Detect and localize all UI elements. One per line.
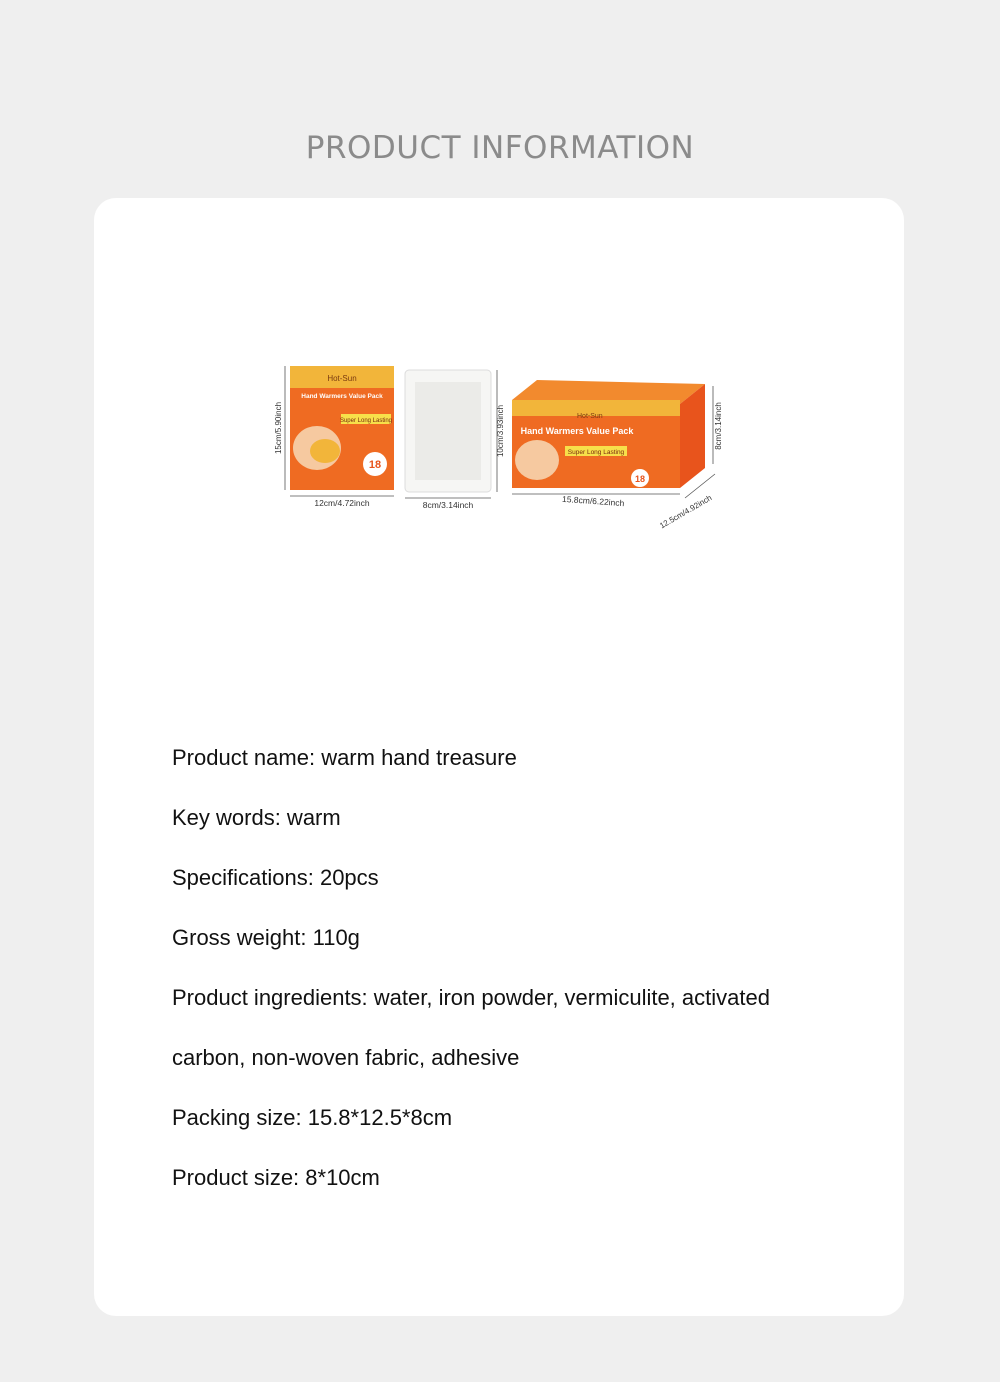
svg-text:15cm/5.90inch: 15cm/5.90inch xyxy=(274,401,283,455)
spec-ingredients-continued: carbon, non-woven fabric, adhesive xyxy=(172,1045,520,1070)
product-info-card xyxy=(94,198,904,1316)
svg-text:Hand Warmers Value Pack: Hand Warmers Value Pack xyxy=(520,426,634,436)
svg-text:8cm/3.14inch: 8cm/3.14inch xyxy=(714,402,723,450)
spec-gross-weight: Gross weight: 110g xyxy=(172,925,360,950)
box-image xyxy=(512,380,723,530)
page-title: PRODUCT INFORMATION xyxy=(305,130,695,166)
spec-specifications: Specifications: 20pcs xyxy=(172,865,379,890)
svg-text:Super Long Lasting: Super Long Lasting xyxy=(339,418,393,424)
svg-text:15.8cm/6.22inch: 15.8cm/6.22inch xyxy=(561,493,625,509)
svg-text:Hot-Sun: Hot-Sun xyxy=(327,374,357,383)
spec-product-name: Product name: warm hand treasure xyxy=(172,745,517,770)
spec-packing-size: Packing size: 15.8*12.5*8cm xyxy=(172,1105,453,1130)
svg-text:12.5cm/4.92inch: 12.5cm/4.92inch xyxy=(658,493,714,531)
svg-text:Hot-Sun: Hot-Sun xyxy=(577,413,603,420)
spec-key-words: Key words: warm xyxy=(172,805,341,830)
svg-text:8cm/3.14inch: 8cm/3.14inch xyxy=(422,500,474,510)
spec-product-size: Product size: 8*10cm xyxy=(172,1165,380,1190)
svg-text:12cm/4.72inch: 12cm/4.72inch xyxy=(314,498,370,508)
specs-list xyxy=(172,728,852,1208)
spec-ingredients: Product ingredients: water, iron powder, vermiculite, activated xyxy=(172,985,770,1010)
svg-text:Super Long Lasting: Super Long Lasting xyxy=(567,449,625,456)
product-illustration xyxy=(275,356,735,536)
svg-text:10cm/3.93inch: 10cm/3.93inch xyxy=(496,404,505,458)
svg-text:18: 18 xyxy=(368,459,382,471)
patch-image xyxy=(405,370,505,510)
svg-text:18: 18 xyxy=(634,474,646,484)
svg-text:Hand Warmers Value Pack: Hand Warmers Value Pack xyxy=(301,393,383,400)
pouch-image xyxy=(274,366,394,508)
